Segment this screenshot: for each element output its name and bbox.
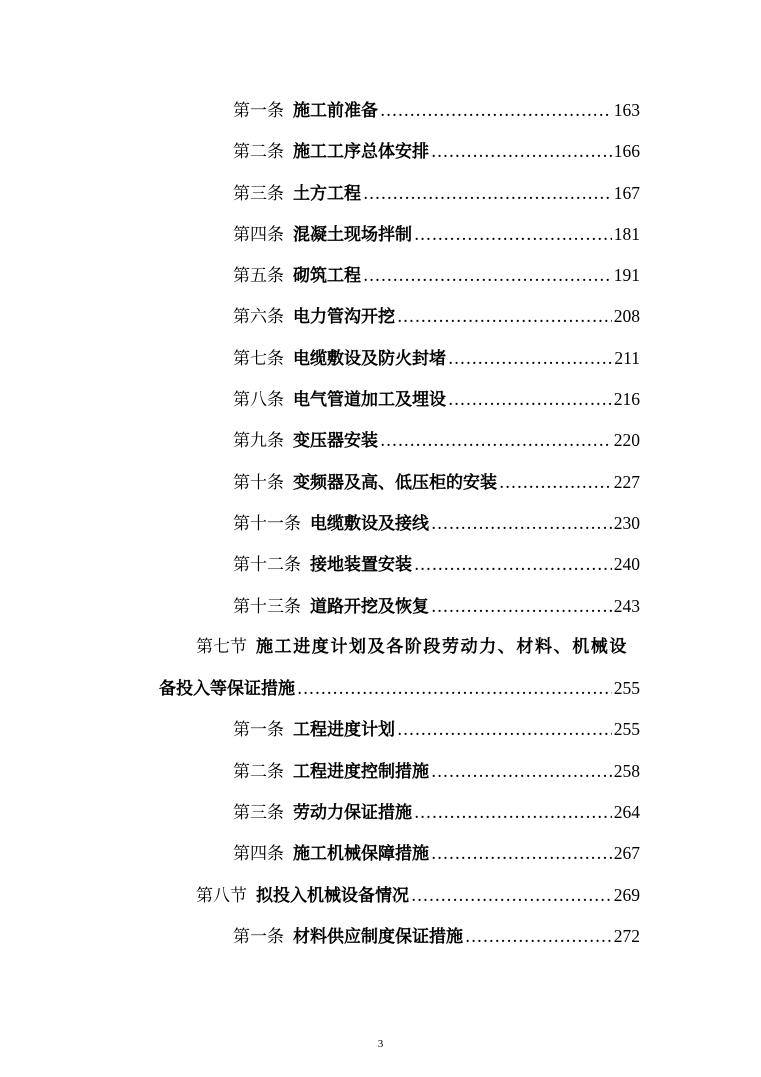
toc-entry-title: 变频器及高、低压柜的安装: [293, 472, 497, 493]
toc-entry-prefix: 第二条: [233, 142, 284, 163]
toc-entry-page: 208: [613, 306, 640, 327]
toc-entry-title: 电气管道加工及埋设: [293, 390, 446, 411]
toc-entry-title: 砌筑工程: [293, 266, 361, 287]
toc-entry-page: 181: [613, 223, 640, 244]
toc-section-heading-continued[interactable]: [0, 668, 761, 709]
toc-entry-prefix: 第一条: [233, 720, 284, 741]
toc-entry-title: 电力管沟开挖: [293, 307, 395, 328]
toc-section-prefix: 第八节: [196, 885, 247, 906]
toc-section-page: 269: [613, 884, 640, 905]
toc-entry-prefix: 第六条: [233, 307, 284, 328]
toc-entry-title: 土方工程: [293, 183, 361, 204]
dot-leader: [397, 297, 612, 338]
toc-entry-page: 243: [613, 595, 640, 616]
dot-leader: [363, 256, 612, 297]
toc-entry[interactable]: [0, 379, 761, 420]
toc-entry-title: 变压器安装: [293, 431, 378, 452]
toc-entry[interactable]: [0, 544, 761, 585]
toc-entry-prefix: 第五条: [233, 266, 284, 287]
toc-entry-page: 267: [613, 843, 640, 864]
toc-entry[interactable]: [0, 751, 761, 792]
dot-leader: [431, 132, 612, 173]
toc-entry-title: 施工机械保障措施: [293, 844, 429, 865]
dot-leader: [431, 587, 612, 628]
toc-section-prefix: 第七节: [196, 636, 247, 657]
dot-leader: [499, 463, 612, 504]
toc-entry-prefix: 第四条: [233, 224, 284, 245]
toc-entry-prefix: 第十二条: [233, 555, 301, 576]
toc-section-page: 255: [613, 678, 640, 699]
toc-entry[interactable]: [0, 586, 761, 627]
toc-entry[interactable]: [0, 214, 761, 255]
toc-entry-prefix: 第一条: [233, 926, 284, 947]
toc-entry[interactable]: [0, 131, 761, 172]
toc-entry[interactable]: [0, 255, 761, 296]
dot-leader: [465, 917, 612, 958]
toc-section-title: 拟投入机械设备情况: [256, 885, 409, 906]
dot-leader: [431, 752, 612, 793]
dot-leader: [414, 215, 612, 256]
toc-entry-title: 道路开挖及恢复: [310, 596, 429, 617]
dot-leader: [380, 421, 612, 462]
toc-entry[interactable]: [0, 916, 761, 957]
toc-entry[interactable]: [0, 296, 761, 337]
toc-entry-prefix: 第三条: [233, 183, 284, 204]
toc-entry[interactable]: [0, 420, 761, 461]
toc-entry-title: 施工工序总体安排: [293, 142, 429, 163]
toc-entry-prefix: 第八条: [233, 390, 284, 411]
toc-entry-page: 216: [613, 389, 640, 410]
toc-entry-page: 255: [613, 719, 640, 740]
toc-entry-prefix: 第十条: [233, 472, 284, 493]
toc-section-heading[interactable]: [0, 627, 761, 668]
toc-section-heading[interactable]: [0, 875, 761, 916]
dot-leader: [448, 339, 612, 380]
toc-entry-prefix: 第七条: [233, 348, 284, 369]
toc-entry-title: 施工前准备: [293, 101, 378, 121]
toc-entry-page: 272: [613, 925, 640, 946]
toc-entry-prefix: 第九条: [233, 431, 284, 452]
toc-section-title-line2: 备投入等保证措施: [159, 679, 295, 700]
page-number-footer: 3: [377, 1038, 384, 1050]
table-of-contents: [0, 90, 761, 957]
dot-leader: [411, 876, 612, 917]
toc-entry[interactable]: [0, 833, 761, 874]
toc-entry-title: 电缆敷设及防火封堵: [293, 348, 446, 369]
toc-entry-title: 电缆敷设及接线: [310, 513, 429, 534]
dot-leader: [363, 174, 612, 215]
toc-entry[interactable]: [0, 462, 761, 503]
toc-entry-page: 211: [614, 347, 640, 368]
toc-entry-page: 191: [613, 265, 640, 286]
toc-entry-prefix: 第二条: [233, 761, 284, 782]
toc-entry-title: 材料供应制度保证措施: [293, 926, 463, 947]
toc-entry-prefix: 第四条: [233, 844, 284, 865]
toc-entry[interactable]: [0, 90, 761, 131]
toc-entry-prefix: 第十三条: [233, 596, 301, 617]
toc-entry[interactable]: [0, 338, 761, 379]
toc-entry-prefix: 第一条: [233, 101, 284, 121]
dot-leader: [397, 710, 612, 751]
toc-entry-page: 166: [613, 141, 640, 162]
toc-entry-title: 工程进度控制措施: [293, 761, 429, 782]
toc-entry-page: 220: [613, 430, 640, 451]
dot-leader: [431, 834, 612, 875]
toc-entry-prefix: 第十一条: [233, 513, 301, 534]
dot-leader: [414, 545, 612, 586]
toc-entry[interactable]: [0, 173, 761, 214]
toc-entry-title: 工程进度计划: [293, 720, 395, 741]
toc-entry-page: 264: [613, 802, 640, 823]
dot-leader: [431, 504, 612, 545]
toc-entry-page: 258: [613, 760, 640, 781]
dot-leader: [414, 793, 612, 834]
dot-leader: [448, 380, 612, 421]
toc-entry-page: 227: [613, 471, 640, 492]
toc-entry-title: 接地装置安装: [310, 555, 412, 576]
toc-entry[interactable]: [0, 709, 761, 750]
toc-entry-prefix: 第三条: [233, 803, 284, 824]
toc-entry-page: 163: [613, 100, 640, 120]
toc-entry-title: 劳动力保证措施: [293, 803, 412, 824]
toc-entry-page: 167: [613, 182, 640, 203]
dot-leader: [297, 669, 612, 710]
dot-leader: [380, 91, 612, 132]
toc-section-title-line1: 施工进度计划及各阶段劳动力、材料、机械设: [256, 636, 628, 657]
toc-entry-page: 240: [613, 554, 640, 575]
toc-entry-title: 混凝土现场拌制: [293, 224, 412, 245]
toc-entry[interactable]: [0, 503, 761, 544]
toc-entry[interactable]: [0, 792, 761, 833]
toc-entry-page: 230: [613, 512, 640, 533]
